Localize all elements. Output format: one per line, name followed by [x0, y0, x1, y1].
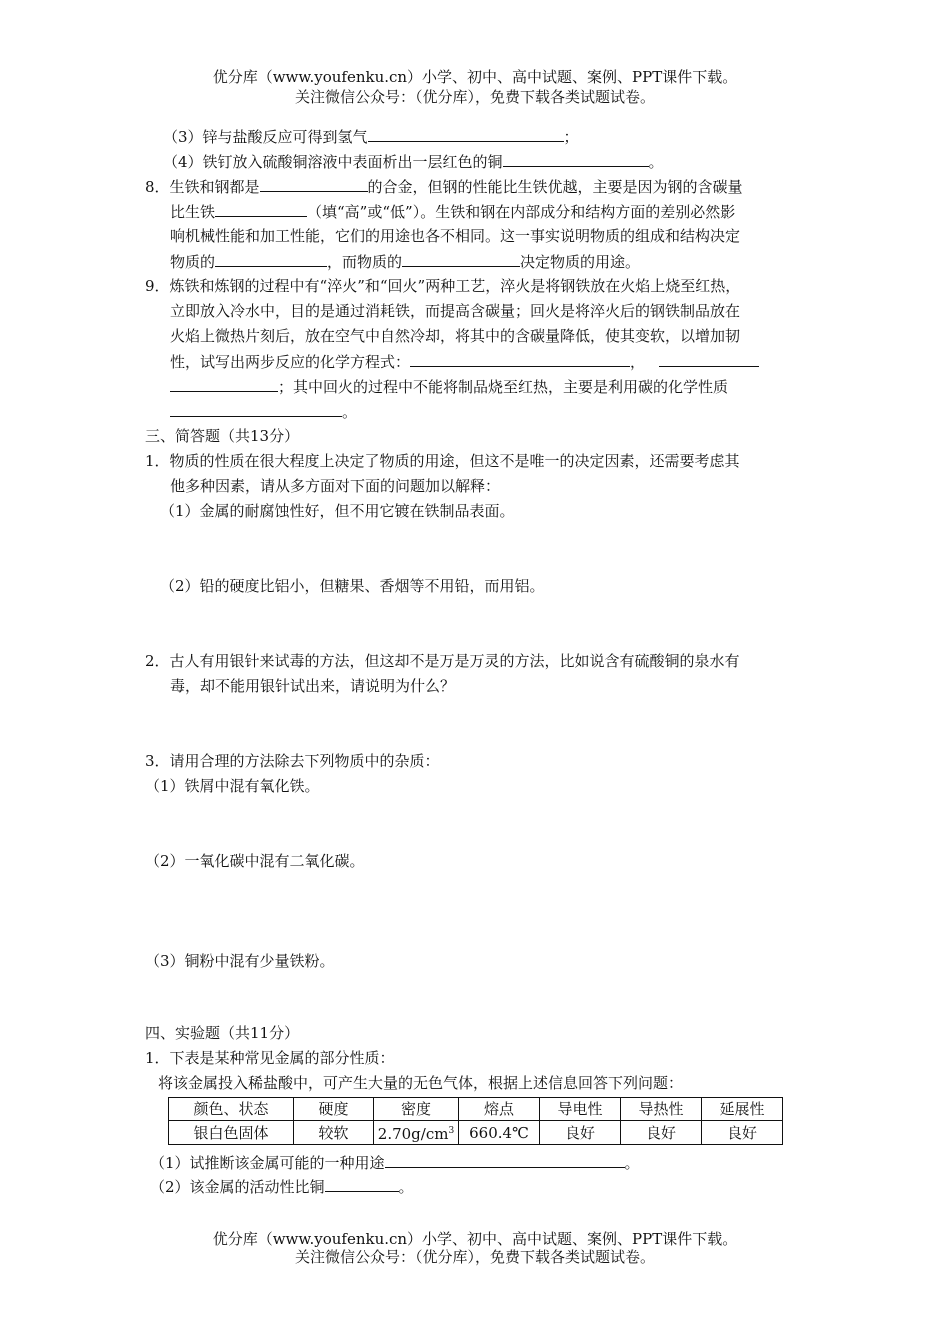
- question-9-text: 性，试写出两步反应的化学方程式：: [170, 353, 411, 371]
- table-cell: 良好: [621, 1121, 702, 1145]
- experiment-part-2: [150, 1176, 414, 1197]
- short-q2-line-1: 2．古人有用银针来试毒的方法，但这却不是万是万灵的方法，比如说含有硫酸铜的泉水有: [145, 652, 740, 670]
- question-8-text: 的合金，但钢的性能比生铁优越，主要是因为钢的含碳量: [367, 178, 743, 196]
- question-3-line: [163, 126, 579, 147]
- answer-blank[interactable]: [659, 351, 759, 367]
- table-header-cell: 熔点: [459, 1098, 540, 1121]
- answer-blank[interactable]: [503, 151, 649, 167]
- question-4-text: （4）铁钉放入硫酸铜溶液中表面析出一层红色的铜: [163, 153, 503, 171]
- footer-line-1: 优分库（www.youfenku.cn）小学、初中、高中试题、案例、PPT课件下载。: [212, 1230, 738, 1248]
- short-q2-line-2: 毒，却不能用银针试出来，请说明为什么？: [170, 677, 456, 695]
- experiment-intro: 将该金属投入稀盐酸中，可产生大量的无色气体，根据上述信息回答下列问题：: [158, 1074, 684, 1092]
- question-9-line-5: [170, 376, 728, 397]
- question-8-text: ，而物质的: [327, 253, 403, 271]
- punct: ；: [563, 128, 579, 146]
- density-unit-exponent: 3: [448, 1126, 455, 1136]
- answer-blank[interactable]: [170, 401, 342, 417]
- table-cell: 银白色固体: [169, 1121, 294, 1145]
- punct: 。: [398, 1178, 414, 1196]
- answer-blank[interactable]: [385, 1152, 625, 1168]
- header-line-2: 关注微信公众号：（优分库），免费下载各类试题试卷。: [294, 88, 655, 106]
- header-line-1: 优分库（www.youfenku.cn）小学、初中、高中试题、案例、PPT课件下载。: [212, 68, 738, 86]
- experiment-q1: 1．下表是某种常见金属的部分性质：: [145, 1049, 395, 1067]
- question-8-text: 比生铁: [170, 203, 216, 221]
- question-8-line-1: [145, 176, 743, 197]
- table-header-cell: 导电性: [540, 1098, 621, 1121]
- question-8-line-4: [170, 251, 640, 272]
- metal-properties-table: [168, 1097, 783, 1145]
- punct: 。: [648, 153, 664, 171]
- table-header-cell: 硬度: [294, 1098, 374, 1121]
- punct: ，: [630, 353, 646, 371]
- table-row: [169, 1121, 783, 1145]
- short-q1-part-1: （1）金属的耐腐蚀性好，但不用它镀在铁制品表面。: [160, 502, 515, 520]
- question-8-line-2: [170, 201, 735, 222]
- section-heading-experiment: 四、实验题（共11分）: [145, 1024, 300, 1042]
- question-9-line-1: 9．炼铁和炼钢的过程中有“淬火”和“回火”两种工艺，淬火是将钢铁放在火焰上烧至红热，: [145, 277, 741, 295]
- answer-blank[interactable]: [215, 201, 307, 217]
- table-header-cell: 颜色、状态: [169, 1098, 294, 1121]
- table-cell: 良好: [702, 1121, 783, 1145]
- short-q3-part-3: （3）铜粉中混有少量铁粉。: [145, 952, 335, 970]
- answer-blank[interactable]: [215, 251, 327, 267]
- question-8-text: 8．生铁和钢都是: [145, 178, 260, 196]
- table-header-cell: 导热性: [621, 1098, 702, 1121]
- density-value: 2.70g/cm: [377, 1125, 449, 1143]
- punct: 。: [624, 1154, 640, 1172]
- table-header-cell: 密度: [374, 1098, 459, 1121]
- table-cell: 较软: [294, 1121, 374, 1145]
- table-cell: 660.4℃: [459, 1121, 540, 1145]
- answer-blank[interactable]: [402, 251, 520, 267]
- short-q3-part-1: （1）铁屑中混有氧化铁。: [145, 777, 320, 795]
- question-9-line-3: 火焰上微热片刻后，放在空气中自然冷却，将其中的含碳量降低，使其变软，以增加韧: [170, 327, 741, 345]
- section-heading-short-answer: 三、简答题（共13分）: [145, 427, 300, 445]
- question-3-text: （3）锌与盐酸反应可得到氢气: [163, 128, 368, 146]
- question-9-line-2: 立即放入冷水中，目的是通过消耗铁，而提高含碳量；回火是将淬火后的钢铁制品放在: [170, 302, 741, 320]
- answer-blank[interactable]: [260, 176, 368, 192]
- answer-blank[interactable]: [325, 1176, 399, 1192]
- question-9-line-6: [170, 401, 357, 422]
- short-q1-line-1: 1．物质的性质在很大程度上决定了物质的用途，但这不是唯一的决定因素，还需要考虑其: [145, 452, 740, 470]
- question-8-line-3: 响机械性能和加工性能，它们的用途也各不相同。这一事实说明物质的组成和结构决定: [170, 227, 741, 245]
- short-q1-part-2: （2）铅的硬度比铝小，但糖果、香烟等不用铅，而用铝。: [160, 577, 545, 595]
- answer-blank[interactable]: [410, 351, 630, 367]
- experiment-part-1-text: （1）试推断该金属可能的一种用途: [150, 1154, 385, 1172]
- question-8-text: 决定物质的用途。: [520, 253, 641, 271]
- experiment-part-2-text: （2）该金属的活动性比铜: [150, 1178, 325, 1196]
- short-q3-part-2: （2）一氧化碳中混有二氧化碳。: [145, 852, 365, 870]
- punct: 。: [342, 403, 358, 421]
- short-q1-line-2: 他多种因素，请从多方面对下面的问题加以解释：: [170, 477, 501, 495]
- table-header-row: [169, 1098, 783, 1121]
- question-9-line-4: [170, 351, 759, 372]
- footer-line-2: 关注微信公众号：（优分库），免费下载各类试题试卷。: [294, 1248, 655, 1266]
- table-cell-density: [374, 1121, 459, 1145]
- short-q3: 3．请用合理的方法除去下列物质中的杂质：: [145, 752, 440, 770]
- answer-blank[interactable]: [170, 376, 278, 392]
- table-header-cell: 延展性: [702, 1098, 783, 1121]
- question-4-line: [163, 151, 664, 172]
- experiment-part-1: [150, 1152, 640, 1173]
- answer-blank[interactable]: [368, 126, 564, 142]
- question-8-text: 物质的: [170, 253, 216, 271]
- question-8-text: （填“高”或“低”）。生铁和钢在内部成分和结构方面的差别必然影: [307, 203, 736, 221]
- table-cell: 良好: [540, 1121, 621, 1145]
- question-9-text: ；其中回火的过程中不能将制品烧至红热，主要是利用碳的化学性质: [278, 378, 729, 396]
